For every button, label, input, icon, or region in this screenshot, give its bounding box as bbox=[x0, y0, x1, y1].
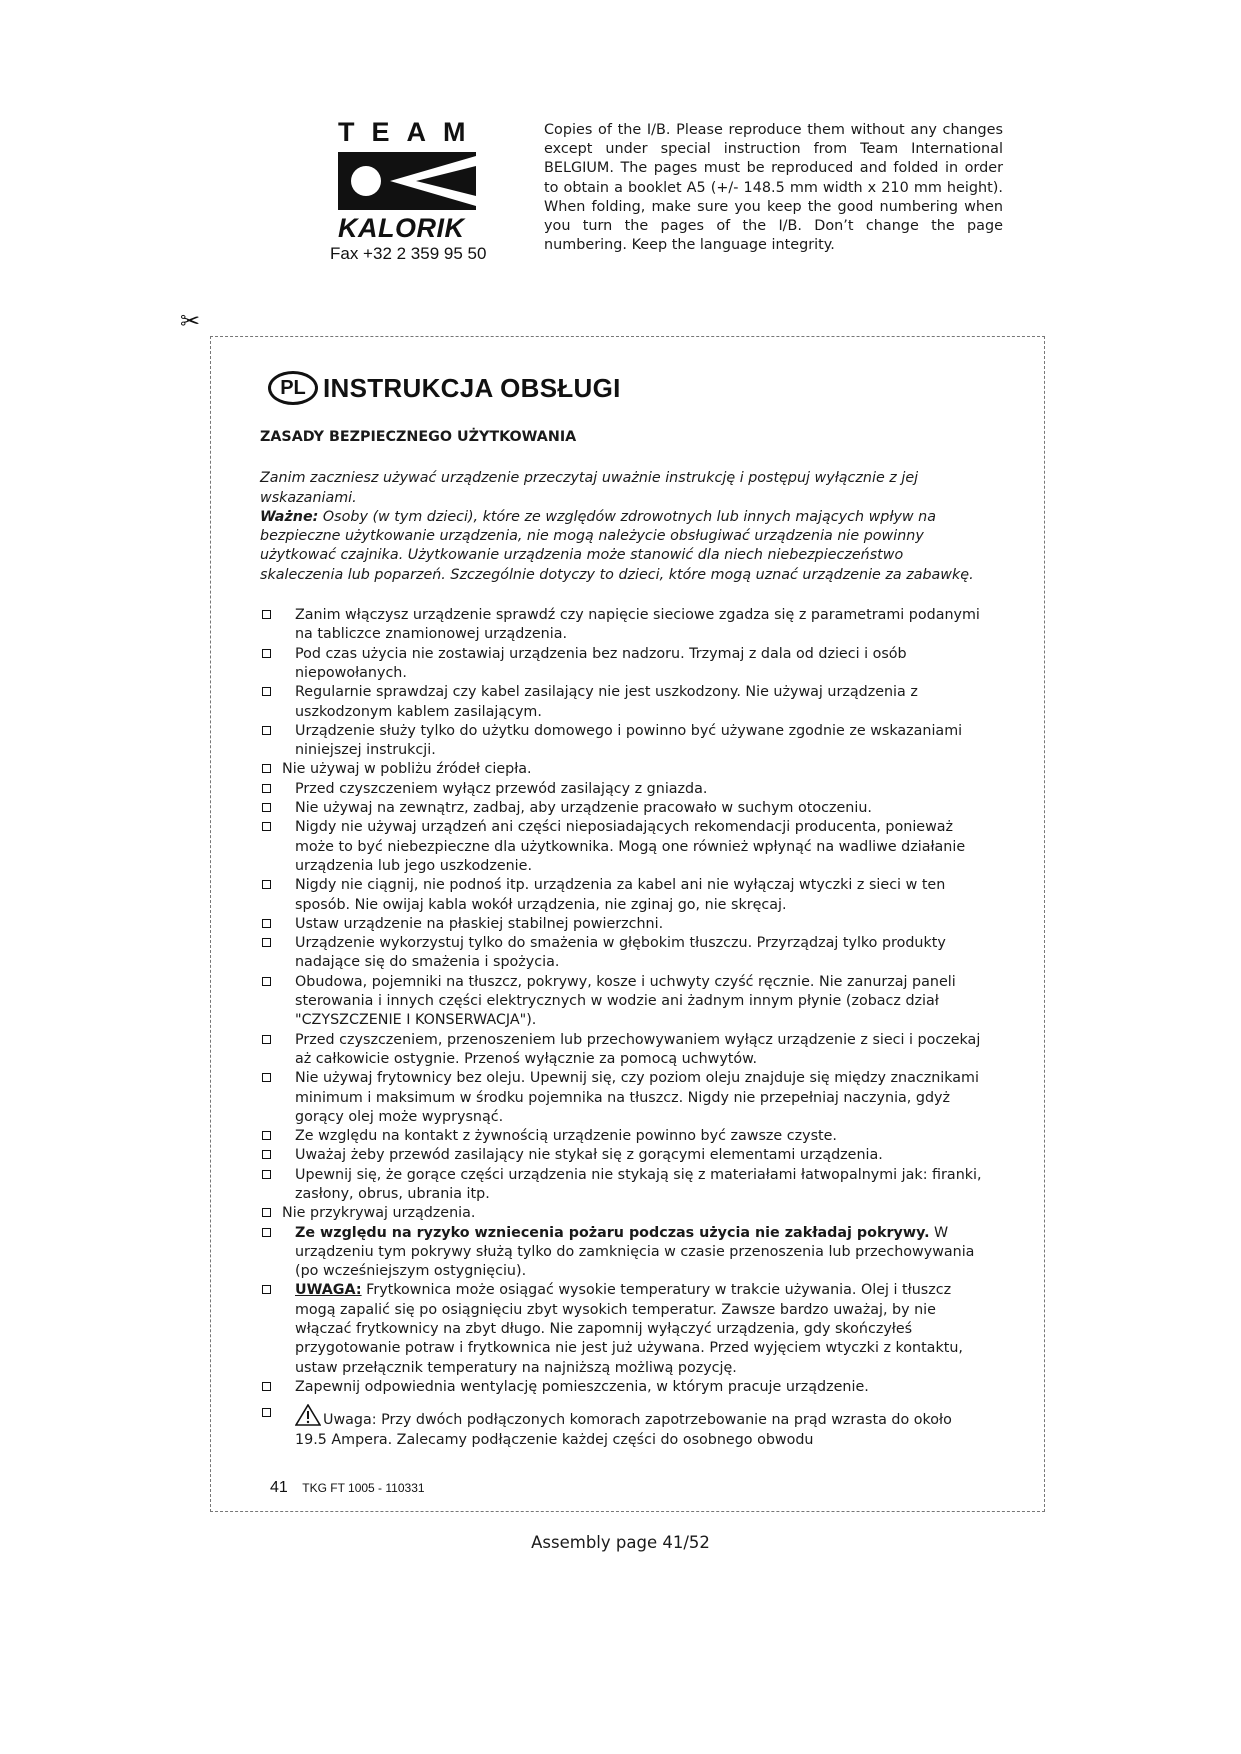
list-item bbox=[260, 683, 983, 722]
scissors-icon: ✂ bbox=[180, 307, 201, 335]
warning-triangle-icon bbox=[295, 1404, 321, 1426]
list-item bbox=[260, 915, 983, 934]
important-text: Osoby (w tym dzieci), które ze względów zdrowotnych lub innych mających wpływ na bezpieczne użytkowanie urządzenia, nie mogą należycie obsługiwać urządzenia nie powinny użytkować czajnika. Użytkowanie urządzenia może stanowić dla niech niebezpieczeństwo skaleczenia lub poparzeń. Szczególnie dotyczy to dzieci, które mogą uznać urządzenie za zabawkę. bbox=[260, 508, 974, 583]
list-item bbox=[260, 1146, 983, 1165]
list-item bbox=[260, 1378, 983, 1397]
checkbox-bullet-icon bbox=[262, 803, 271, 812]
checkbox-bullet-icon bbox=[262, 822, 271, 831]
list-item bbox=[260, 1224, 983, 1282]
rule-text: Przed czyszczeniem wyłącz przewód zasilający z gniazda. bbox=[295, 780, 708, 797]
manual-footer bbox=[270, 1479, 425, 1497]
checkbox-bullet-icon bbox=[262, 687, 271, 696]
list-item bbox=[260, 1127, 983, 1146]
rule-text: Uwaga: Przy dwóch podłączonych komorach zapotrzebowanie na prąd wzrasta do około 19.5 Ampera. Zalecamy podłączenie każdej części do osobnego obwodu bbox=[295, 1412, 952, 1448]
rule-text: Przed czyszczeniem, przenoszeniem lub przechowywaniem wyłącz urządzenie z sieci i poczekaj aż całkowicie ostygnie. Przenoś wyłącznie za pomocą uchwytów. bbox=[295, 1031, 981, 1067]
list-item bbox=[260, 760, 983, 779]
rule-text: Urządzenie służy tylko do użytku domowego i powinno być używane zgodnie ze wskazaniami niniejszej instrukcji. bbox=[295, 722, 963, 759]
intro-text bbox=[260, 469, 983, 585]
rule-text: Obudowa, pojemniki na tłuszcz, pokrywy, kosze i uchwyty czyść ręcznie. Nie zanurzaj paneli sterowania i innych części elektrycznych w wodzie ani żadnym innym płynie (zobacz dział "CZYSZCZENIE I KONSERWACJA"). bbox=[295, 973, 956, 1029]
list-item bbox=[260, 799, 983, 818]
rule-text: Ustaw urządzenie na płaskiej stabilnej powierzchni. bbox=[295, 915, 664, 932]
rule-text: Ze względu na kontakt z żywnością urządzenie powinno być zawsze czyste. bbox=[295, 1128, 837, 1145]
team-kalorik-logo bbox=[338, 118, 488, 242]
list-item bbox=[260, 1204, 983, 1223]
list-item bbox=[260, 645, 983, 684]
checkbox-bullet-icon bbox=[262, 784, 271, 793]
list-item bbox=[260, 1069, 983, 1127]
checkbox-bullet-icon bbox=[262, 880, 271, 889]
rule-text: Uważaj żeby przewód zasilający nie stykał się z gorącymi elementami urządzenia. bbox=[295, 1147, 883, 1164]
checkbox-bullet-icon bbox=[262, 919, 271, 928]
rule-text: Regularnie sprawdzaj czy kabel zasilający nie jest uszkodzony. Nie używaj urządzenia z uszkodzonym kablem zasilającym. bbox=[295, 684, 918, 720]
checkbox-bullet-icon bbox=[262, 1228, 271, 1237]
rule-text: Nigdy nie używaj urządzeń ani części nieposiadających rekomendacji producenta, ponieważ może to być niebezpieczne dla użytkownika. Mogą one również wpłynąć na wadliwe działanie urządzenia lub jego uszkodzenie. bbox=[295, 819, 966, 874]
important-label: Ważne: bbox=[260, 508, 319, 525]
checkbox-bullet-icon bbox=[262, 977, 271, 986]
copies-instructions: Copies of the I/B. Please reproduce them without any changes except under special instruction from Team International BELGIUM. The pages must be reproduced and folded in order to obtain a booklet A5 (+/- 148.5 mm width x 210 mm height). When folding, make sure you keep the good numbering when you turn the pages of the I/B. Don’t change the page numbering. Keep the language integrity. bbox=[544, 122, 1003, 254]
important-paragraph bbox=[260, 508, 983, 585]
warning-label: UWAGA: bbox=[295, 1282, 362, 1299]
fax-number: Fax +32 2 359 95 50 bbox=[330, 244, 487, 263]
assembly-page-label: Assembly page 41/52 bbox=[531, 1533, 710, 1552]
page-number: 41 bbox=[270, 1479, 288, 1496]
list-item bbox=[260, 818, 983, 876]
rule-text: Nie używaj frytownicy bez oleju. Upewnij się, czy poziom oleju znajduje się między znacznikami minimum i maksimum w środku pojemnika na tłuszcz. Nigdy nie przepełniaj naczynia, gdyż gorący olej może wyprysnąć. bbox=[295, 1070, 979, 1125]
rule-text: Urządzenie wykorzystuj tylko do smażenia w głębokim tłuszczu. Przyrządzaj tylko produkty nadające się do smażenia i spożycia. bbox=[295, 935, 946, 971]
kalorik-logo-mark bbox=[338, 152, 478, 210]
checkbox-bullet-icon bbox=[262, 1285, 271, 1294]
logo-team-text: TEAM bbox=[338, 117, 483, 147]
list-item bbox=[260, 876, 983, 915]
list-item bbox=[260, 1281, 983, 1377]
rule-text: Nie używaj na zewnątrz, zadbaj, aby urządzenie pracowało w suchym otoczeniu. bbox=[295, 800, 872, 817]
checkbox-bullet-icon bbox=[262, 1073, 271, 1082]
rule-text: Upewnij się, że gorące części urządzenia nie stykają się z materiałami łatwopalnymi jak: firanki, zasłony, obrus, ubrania itp. bbox=[295, 1166, 982, 1202]
rule-text: Zanim włączysz urządzenie sprawdź czy napięcie sieciowe zgadza się z parametrami podanymi na tabliczce znamionowej urządzenia. bbox=[295, 607, 980, 643]
list-item bbox=[260, 1166, 983, 1205]
checkbox-bullet-icon bbox=[262, 649, 271, 658]
rule-text: Zapewnij odpowiednia wentylację pomieszczenia, w którym pracuje urządzenie. bbox=[295, 1378, 869, 1395]
section-title: ZASADY BEZPIECZNEGO UŻYTKOWANIA bbox=[260, 429, 577, 445]
warning-text: Frytkownica może osiągać wysokie temperatury w trakcie używania. Olej i tłuszcz mogą zapalić się po osiągnięciu zbyt wysokich temperatur. Zawsze bardzo uważaj, by nie włączać frytkownicy na zbyt długo. Nie zapomnij wyłączyć urządzenia, gdy skończyłeś przygotowanie potraw i frytkownica nie jest już używana. Przed wyjęciem wtyczki z kontaktu, ustaw przełącznik temperatury na najniższą możliwą pozycję. bbox=[295, 1282, 963, 1376]
model-code: TKG FT 1005 - 110331 bbox=[302, 1481, 425, 1495]
fire-warning-text: W urządzeniu tym pokrywy służą tylko do zamknięcia w czasie przenoszenia lub przechowywania (po wcześniejszym ostygnięciu). bbox=[295, 1224, 975, 1280]
rule-text: Nie używaj w pobliżu źródeł ciepła. bbox=[282, 761, 532, 778]
checkbox-bullet-icon bbox=[262, 1208, 271, 1217]
intro-paragraph: Zanim zaczniesz używać urządzenie przeczytaj uważnie instrukcję i postępuj wyłącznie z jej wskazaniami. bbox=[260, 470, 919, 506]
list-item bbox=[260, 606, 983, 645]
language-badge: PL bbox=[268, 371, 318, 405]
logo-kalorik-text: KALORIK bbox=[338, 213, 465, 243]
checkbox-bullet-icon bbox=[262, 1408, 271, 1417]
rule-text: Nigdy nie ciągnij, nie podnoś itp. urządzenia za kabel ani nie wyłączaj wtyczki z sieci w ten sposób. Nie owijaj kabla wokół urządzenia, nie zginaj go, nie skręcaj. bbox=[295, 877, 946, 913]
manual-content bbox=[260, 428, 983, 1450]
rule-text: Pod czas użycia nie zostawiaj urządzenia bez nadzoru. Trzymaj z dala od dzieci i osób niepowołanych. bbox=[295, 645, 907, 681]
checkbox-bullet-icon bbox=[262, 764, 271, 773]
checkbox-bullet-icon bbox=[262, 1035, 271, 1044]
list-item bbox=[260, 780, 983, 799]
manual-title: INSTRUKCJA OBSŁUGI bbox=[323, 372, 621, 403]
list-item bbox=[260, 973, 983, 1031]
checkbox-bullet-icon bbox=[262, 1131, 271, 1140]
checkbox-bullet-icon bbox=[262, 1382, 271, 1391]
checkbox-bullet-icon bbox=[262, 726, 271, 735]
fire-warning-bold: Ze względu na ryzyko wzniecenia pożaru podczas użycia nie zakładaj pokrywy. bbox=[295, 1224, 930, 1241]
checkbox-bullet-icon bbox=[262, 1150, 271, 1159]
list-item bbox=[260, 1031, 983, 1070]
rule-text: Nie przykrywaj urządzenia. bbox=[282, 1205, 476, 1222]
list-item bbox=[260, 934, 983, 973]
manual-header bbox=[268, 371, 621, 405]
safety-rules-list bbox=[260, 606, 983, 1450]
checkbox-bullet-icon bbox=[262, 610, 271, 619]
checkbox-bullet-icon bbox=[262, 1170, 271, 1179]
checkbox-bullet-icon bbox=[262, 938, 271, 947]
list-item bbox=[260, 1404, 983, 1450]
list-item bbox=[260, 722, 983, 761]
